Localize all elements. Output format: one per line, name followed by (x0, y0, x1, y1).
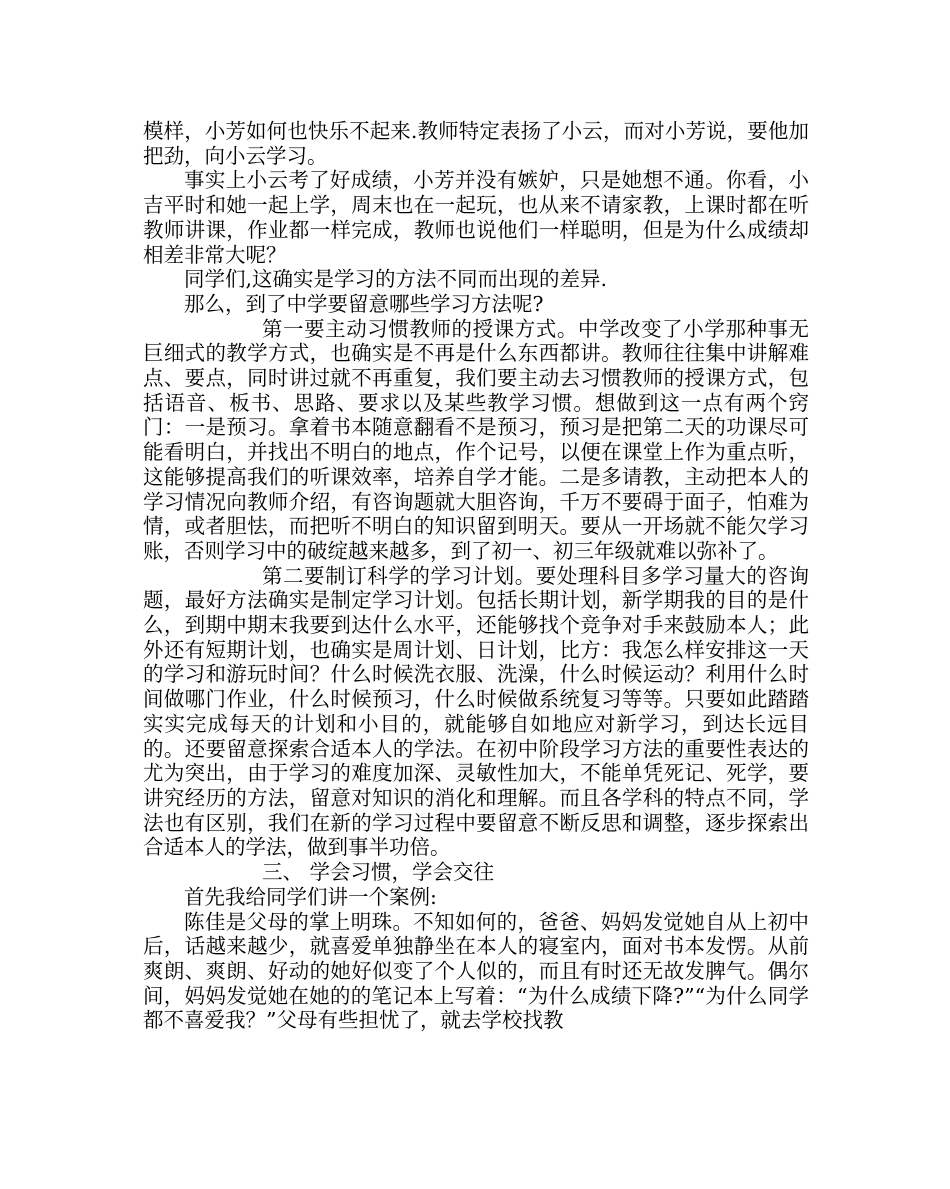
paragraph-4: 那么，到了中学要留意哪些学习方法呢? (184, 291, 544, 316)
document-body (143, 119, 809, 1033)
paragraph-9: 陈佳是父母的掌上明珠。不知如何的，爸爸、妈妈发觉她自从上初中后，话越来越少，就喜爱单独静坐在本人的寝室内，面对书本发愣。从前爽朗、爽朗、好动的她好似变了个人似的，而且有时还无故发脾气。偶尔间，妈妈发觉她在她的的笔记本上写着：“为什么成绩下降?”“为什么同学都不喜爱我？”父母有些担忧了，就去学校找教 (143, 909, 809, 1033)
paragraph-8: 首先我给同学们讲一个案例: (184, 884, 437, 909)
paragraph-3: 同学们,这确实是学习的方法不同而出现的差异. (184, 267, 608, 292)
paragraph-6: 第二要制订科学的学习计划。要处理科目多学习量大的咨询题，最好方法确实是制定学习计划。包括长期计划，新学期我的目的是什么，到期中期末我要到达什么水平，还能够找个竞争对手来鼓励本人；此外还有短期计划，也确实是周计划、日计划，比方：我怎么样安排这一天的学习和游玩时间？什么时候洗衣服、洗澡，什么时候运动？利用什么时间做哪门作业，什么时候预习，什么时候做系统复习等等。只要如此踏踏实实完成每天的计划和小目的，就能够自如地应对新学习，到达长远目的。还要留意探索合适本人的学法。在初中阶段学习方法的重要性表达的尤为突出，由于学习的难度加深、灵敏性加大，不能单凭死记、死学，要讲究经历的方法，留意对知识的消化和理解。而且各学科的特点不同，学法也有区别，我们在新的学习过程中要留意不断反思和调整，逐步探索出合适本人的学法，做到事半功倍。 (143, 563, 809, 860)
section-heading: 三、 学会习惯，学会交往 (262, 860, 495, 885)
paragraph-1: 模样，小芳如何也快乐不起来.教师特定表扬了小云，而对小芳说，要他加把劲，向小云学习。 (143, 119, 809, 168)
paragraph-5: 第一要主动习惯教师的授课方式。中学改变了小学那种事无巨细式的教学方式，也确实是不再是什么东西都讲。教师往往集中讲解难点、要点，同时讲过就不再重复，我们要主动去习惯教师的授课方式，包括语音、板书、思路、要求以及某些教学习惯。想做到这一点有两个窍门：一是预习。拿着书本随意翻看不是预习，预习是把第二天的功课尽可能看明白，并找出不明白的地点，作个记号，以便在课堂上作为重点听，这能够提高我们的听课效率，培养自学才能。二是多请教，主动把本人的学习情况向教师介绍，有咨询题就大胆咨询，千万不要碍于面子，怕难为情，或者胆怯，而把听不明白的知识留到明天。要从一开场就不能欠学习账，否则学习中的破绽越来越多，到了初一、初三年级就难以弥补了。 (143, 316, 809, 563)
paragraph-2: 事实上小云考了好成绩，小芳并没有嫉妒，只是她想不通。你看，小吉平时和她一起上学，周末也在一起玩，也从来不请家教，上课时都在听教师讲课，作业都一样完成，教师也说他们一样聪明，但是为什么成绩却相差非常大呢？ (143, 168, 809, 267)
